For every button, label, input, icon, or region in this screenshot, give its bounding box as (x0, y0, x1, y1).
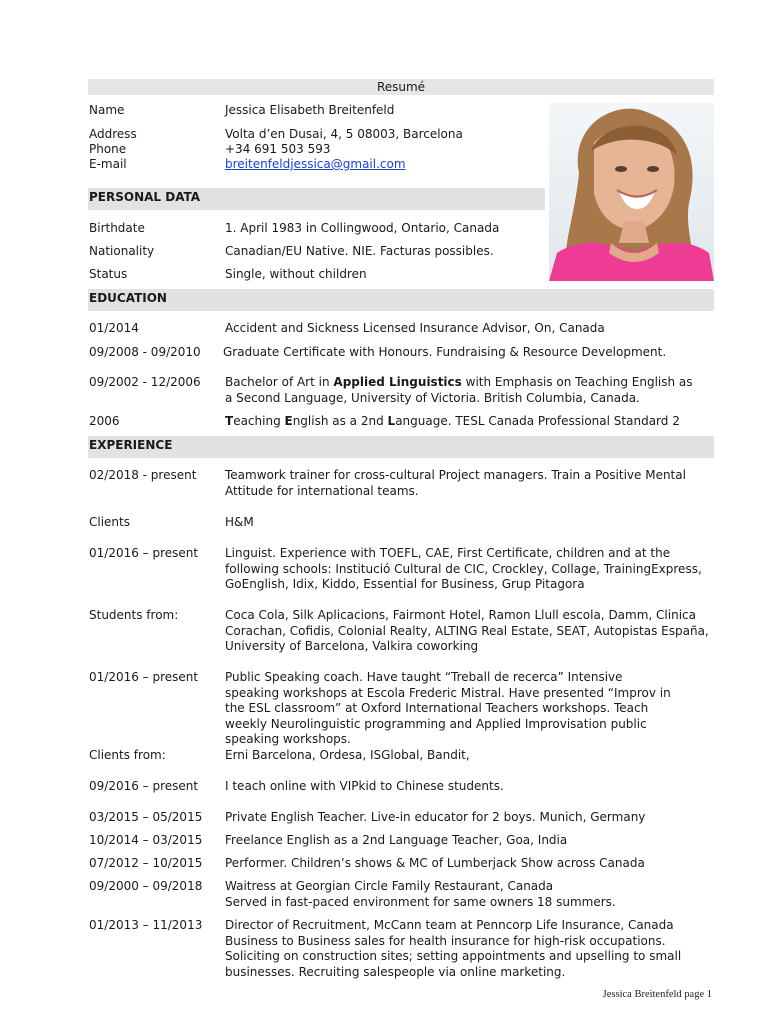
experience-text: Public Speaking coach. Have taught “Treball de recerca” Intensive speaking workshops at Escola Frederic Mistral. Have presented “Improv in the ESL classroom” at Oxford International Teachers workshops. Teach weekly Neurolinguistic programming and Applied Improvisation public speaking workshops. (225, 670, 671, 746)
education-date: 2006 (89, 414, 120, 428)
experience-date: 01/2016 – present (89, 670, 199, 684)
education-text: Graduate Certificate with Honours. Fundraising & Resource Development. (223, 345, 667, 359)
profile-photo-illustration (549, 103, 714, 281)
experience-date: 01/2016 – present (89, 546, 199, 560)
status-label: Status (89, 267, 128, 281)
experience-text: Performer. Children’s shows & MC of Lumberjack Show across Canada (225, 856, 645, 870)
experience-text: Teamwork trainer for cross-cultural Project managers. Train a Positive Mental Attitude for international teams. (225, 468, 686, 498)
experience-date: 09/2000 – 09/2018 (89, 879, 203, 893)
name-value: Jessica Elisabeth Breitenfeld (225, 103, 395, 117)
experience-text: Freelance English as a 2nd Language Teacher, Goa, India (225, 833, 568, 847)
email-value-wrap (225, 157, 525, 173)
education-text (225, 414, 719, 430)
experience-text: Erni Barcelona, Ordesa, ISGlobal, Bandit, (225, 748, 470, 762)
experience-date: 03/2015 – 05/2015 (89, 810, 203, 824)
experience-text-line: Served in fast-paced environment for same owners 18 summers. (225, 894, 616, 909)
experience-text: Director of Recruitment, McCann team at Penncorp Life Insurance, Canada Business to Business sales for health insurance for high-risk occupations. Soliciting on construction sites; setting appointments and upselling to small businesses. Recruiting salespeople via online marketing. (225, 918, 682, 979)
education-text-part: eaching (233, 414, 285, 428)
resume-title: Resumé (88, 79, 714, 95)
birthdate-label: Birthdate (89, 221, 145, 235)
address-value: Volta d’en Dusai, 4, 5 08003, Barcelona (225, 127, 463, 141)
experience-label: Students from: (89, 608, 179, 622)
acronym-letter: T (225, 414, 234, 428)
education-text-part: nglish as a 2nd (292, 414, 388, 428)
experience-text (225, 879, 719, 910)
experience-text-line: Waitress at Georgian Circle Family Restaurant, Canada (225, 879, 554, 893)
experience-date: 10/2014 – 03/2015 (89, 833, 203, 847)
education-date: 09/2008 - 09/2010 (89, 345, 201, 359)
experience-date: 01/2013 – 11/2013 (89, 918, 203, 932)
birthdate-value: 1. April 1983 in Collingwood, Ontario, Canada (225, 221, 500, 235)
acronym-letter: L (387, 414, 396, 428)
email-label: E-mail (89, 157, 127, 171)
phone-label: Phone (89, 142, 127, 156)
experience-text: Coca Cola, Silk Aplicacions, Fairmont Hotel, Ramon Llull escola, Damm, Clinica Corachan, Cofidis, Colonial Realty, ALTING Real Estate, SEAT, Autopistas España, University of Barcelona, Valkira coworking (225, 608, 709, 653)
personal-data-heading: PERSONAL DATA (88, 188, 545, 210)
education-text-bold: Applied Linguistics (333, 375, 462, 389)
page-footer: Jessica Breitenfeld page 1 (602, 989, 712, 1000)
experience-text: I teach online with VIPkid to Chinese students. (225, 779, 504, 793)
education-text-part: Bachelor of Art in (225, 375, 334, 389)
profile-photo (549, 103, 714, 281)
experience-date: 02/2018 - present (89, 468, 197, 482)
experience-date: 07/2012 – 10/2015 (89, 856, 203, 870)
experience-label: Clients from: (89, 748, 166, 762)
education-text (225, 375, 695, 406)
experience-heading: EXPERIENCE (88, 436, 714, 458)
experience-date: 09/2016 – present (89, 779, 199, 793)
experience-text: Linguist. Experience with TOEFL, CAE, First Certificate, children and at the following schools: Institució Cultural de CIC, Crockley, Collage, TrainingExpress, GoEnglish, Idix, Kiddo, Essential for Business, Grup Pitagora (225, 546, 702, 591)
phone-value: +34 691 503 593 (225, 142, 331, 156)
experience-text: Private English Teacher. Live-in educator for 2 boys. Munich, Germany (225, 810, 646, 824)
acronym-letter: E (284, 414, 293, 428)
nationality-value: Canadian/EU Native. NIE. Facturas possibles. (225, 244, 494, 258)
education-date: 01/2014 (89, 321, 139, 335)
education-text: Accident and Sickness Licensed Insurance Advisor, On, Canada (225, 321, 605, 335)
name-label: Name (89, 103, 125, 117)
email-link[interactable]: breitenfeldjessica@gmail.com (225, 157, 406, 171)
address-label: Address (89, 127, 137, 141)
experience-label: Clients (89, 515, 130, 529)
experience-text: H&M (225, 515, 254, 529)
education-text-part: with Emphasis on Teaching English as a Second Language, University of Victoria. British Columbia, Canada. (225, 375, 693, 405)
education-date: 09/2002 - 12/2006 (89, 375, 201, 389)
status-value: Single, without children (225, 267, 367, 281)
education-text-part: anguage. TESL Canada Professional Standard 2 (395, 414, 680, 428)
education-heading: EDUCATION (88, 289, 714, 311)
nationality-label: Nationality (89, 244, 155, 258)
